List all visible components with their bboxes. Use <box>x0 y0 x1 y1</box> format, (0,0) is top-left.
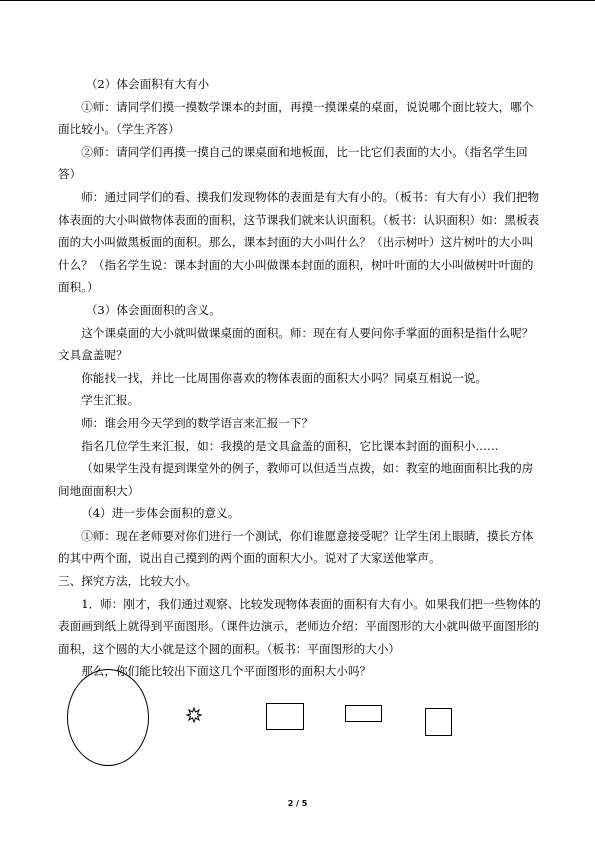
paragraph: 这个课桌面的大小就叫做课桌面的面积。师：现在有人要问你手掌面的面积是指什么呢？文具盒盖呢？ <box>58 325 534 363</box>
square-shape <box>425 708 452 736</box>
section-heading-2: （2）体会面积有大有小 <box>85 77 210 91</box>
paragraph: （如果学生没有提到课堂外的例子，教师可以但适当点拨，如：教室的地面面积比我的房间地面面积大） <box>58 461 534 498</box>
section-heading-three: 三、探究方法，比较大小。 <box>58 574 198 589</box>
paragraph: ①师：现在老师要对你们进行一个测试，你们谁愿意接受呢？让学生闭上眼睛，摸长方体的其中两个面，说出自己摸到的两个面的面积大小。说对了大家送他掌声。 <box>58 528 534 566</box>
paragraph: 你能找一找，并比一比周围你喜欢的物体表面的面积大小吗？同桌互相说一说。 <box>81 370 487 385</box>
paragraph: 学生汇报。 <box>81 393 140 408</box>
page-top-rule <box>0 0 595 1</box>
narrow-rectangle-shape <box>345 705 382 722</box>
rectangle-shape <box>266 703 304 730</box>
paragraph: 师：谁会用今天学到的数学语言来汇报一下？ <box>81 415 314 430</box>
paragraph: 1．师：刚才，我们通过观察、比较发现物体表面的面积有大有小。如果我们把一些物体的表面画到纸上就得到平面图形。（课件边演示，老师边介绍：平面图形的大小就叫做平面图形的面积，这个圆的大小就是这个圆的面积。（板书：平面图形的大小） <box>58 596 541 656</box>
paragraph: ②师：请同学们再摸一摸自己的课桌面和地板面，比一比它们表面的大小。（指名学生回答） <box>58 144 528 182</box>
section-heading-4: （4）进一步体会面积的意义。 <box>81 506 240 521</box>
section-heading-3: （3）体会面面积的含义。 <box>85 302 221 317</box>
paragraph: ①师：请同学们摸一摸数学课本的封面，再摸一摸课桌的桌面，说说哪个面比较大，哪个面比较小。（学生齐答） <box>58 99 534 137</box>
paragraph: 师：通过同学们的看、摸我们发现物体的表面是有大有小的。（板书：有大有小）我们把物体表面的大小叫做物体表面的面积，这节课我们就来认识面积。（板书：认识面积）如：黑板表面的大小叫做黑板面的面积。那么，课本封面的大小叫什么？（出示树叶）这片树叶的大小叫什么？（指名学生说：课本封面的大小叫做课本封面的面积，树叶叶面的大小叫做树叶叶面的面积。） <box>58 189 540 295</box>
document-body <box>58 73 542 683</box>
paragraph: 那么，你们能比较出下面这几个平面图形的面积大小吗？ <box>81 664 372 679</box>
paragraph: 指名几位学生来汇报，如：我摸的是文具盒盖的面积，它比课本封面的面积小…… <box>81 438 499 453</box>
page-number: 2 / 5 <box>287 799 308 808</box>
circle-shape <box>67 669 149 766</box>
starburst-shape <box>186 707 202 723</box>
